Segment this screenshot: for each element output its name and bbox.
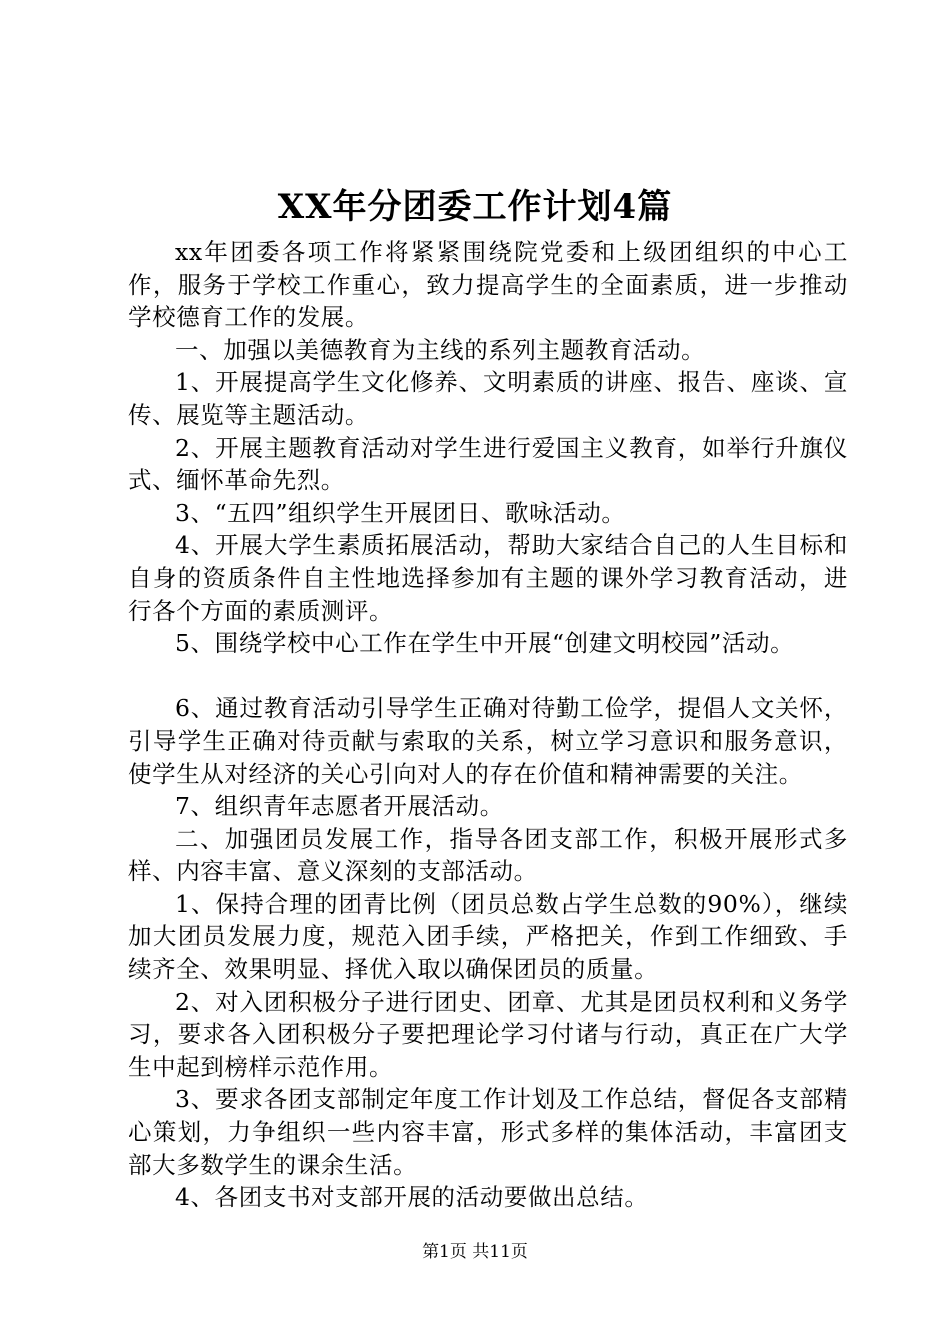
paragraph-item: 4、开展大学生素质拓展活动，帮助大家结合自己的人生目标和自身的资质条件自主性地选择参加有主题的课外学习教育活动，进行各个方面的素质测评。: [128, 531, 848, 625]
document-body: [128, 236, 848, 1214]
document-title: XX年分团委工作计划4篇: [277, 187, 673, 227]
paragraph-item: 7、组织青年志愿者开展活动。: [175, 792, 504, 821]
paragraph-intro: xx年团委各项工作将紧紧围绕院党委和上级团组织的中心工作，服务于学校工作重心，致力提高学生的全面素质，进一步推动学校德育工作的发展。: [128, 238, 848, 332]
paragraph-item: 2、开展主题教育活动对学生进行爱国主义教育，如举行升旗仪式、缅怀革命先烈。: [128, 433, 848, 495]
paragraph-section-1-heading: 一、加强以美德教育为主线的系列主题教育活动。: [175, 335, 706, 364]
paragraph-item: 2、对入团积极分子进行团史、团章、尤其是团员权利和义务学习，要求各入团积极分子要把理论学习付诸与行动，真正在广大学生中起到榜样示范作用。: [128, 987, 848, 1081]
paragraph-item: 1、保持合理的团青比例（团员总数占学生总数的90%），继续加大团员发展力度，规范入团手续，严格把关，作到工作细致、手续齐全、效果明显、择优入取以确保团员的质量。: [128, 889, 848, 984]
paragraph-item: 1、开展提高学生文化修养、文明素质的讲座、报告、座谈、宣传、展览等主题活动。: [128, 368, 848, 429]
page-footer: 第1页 共11页: [422, 1242, 528, 1262]
paragraph-section-2-heading: 二、加强团员发展工作，指导各团支部工作，积极开展形式多样、内容丰富、意义深刻的支部活动。: [128, 824, 848, 886]
paragraph-item: 4、各团支书对支部开展的活动要做出总结。: [175, 1183, 649, 1212]
paragraph-item: 5、围绕学校中心工作在学生中开展“创建文明校园”活动。: [175, 629, 795, 658]
paragraph-item: 6、通过教育活动引导学生正确对待勤工俭学，提倡人文关怀，引导学生正确对待贡献与索取的关系，树立学习意识和服务意识，使学生从对经济的关心引向对人的存在价值和精神需要的关注。: [128, 694, 848, 788]
paragraph-item: 3、要求各团支部制定年度工作计划及工作总结，督促各支部精心策划，力争组织一些内容丰富，形式多样的集体活动，丰富团支部大多数学生的课余生活。: [128, 1085, 848, 1179]
paragraph-item: 3、“五四”组织学生开展团日、歌咏活动。: [175, 498, 626, 527]
